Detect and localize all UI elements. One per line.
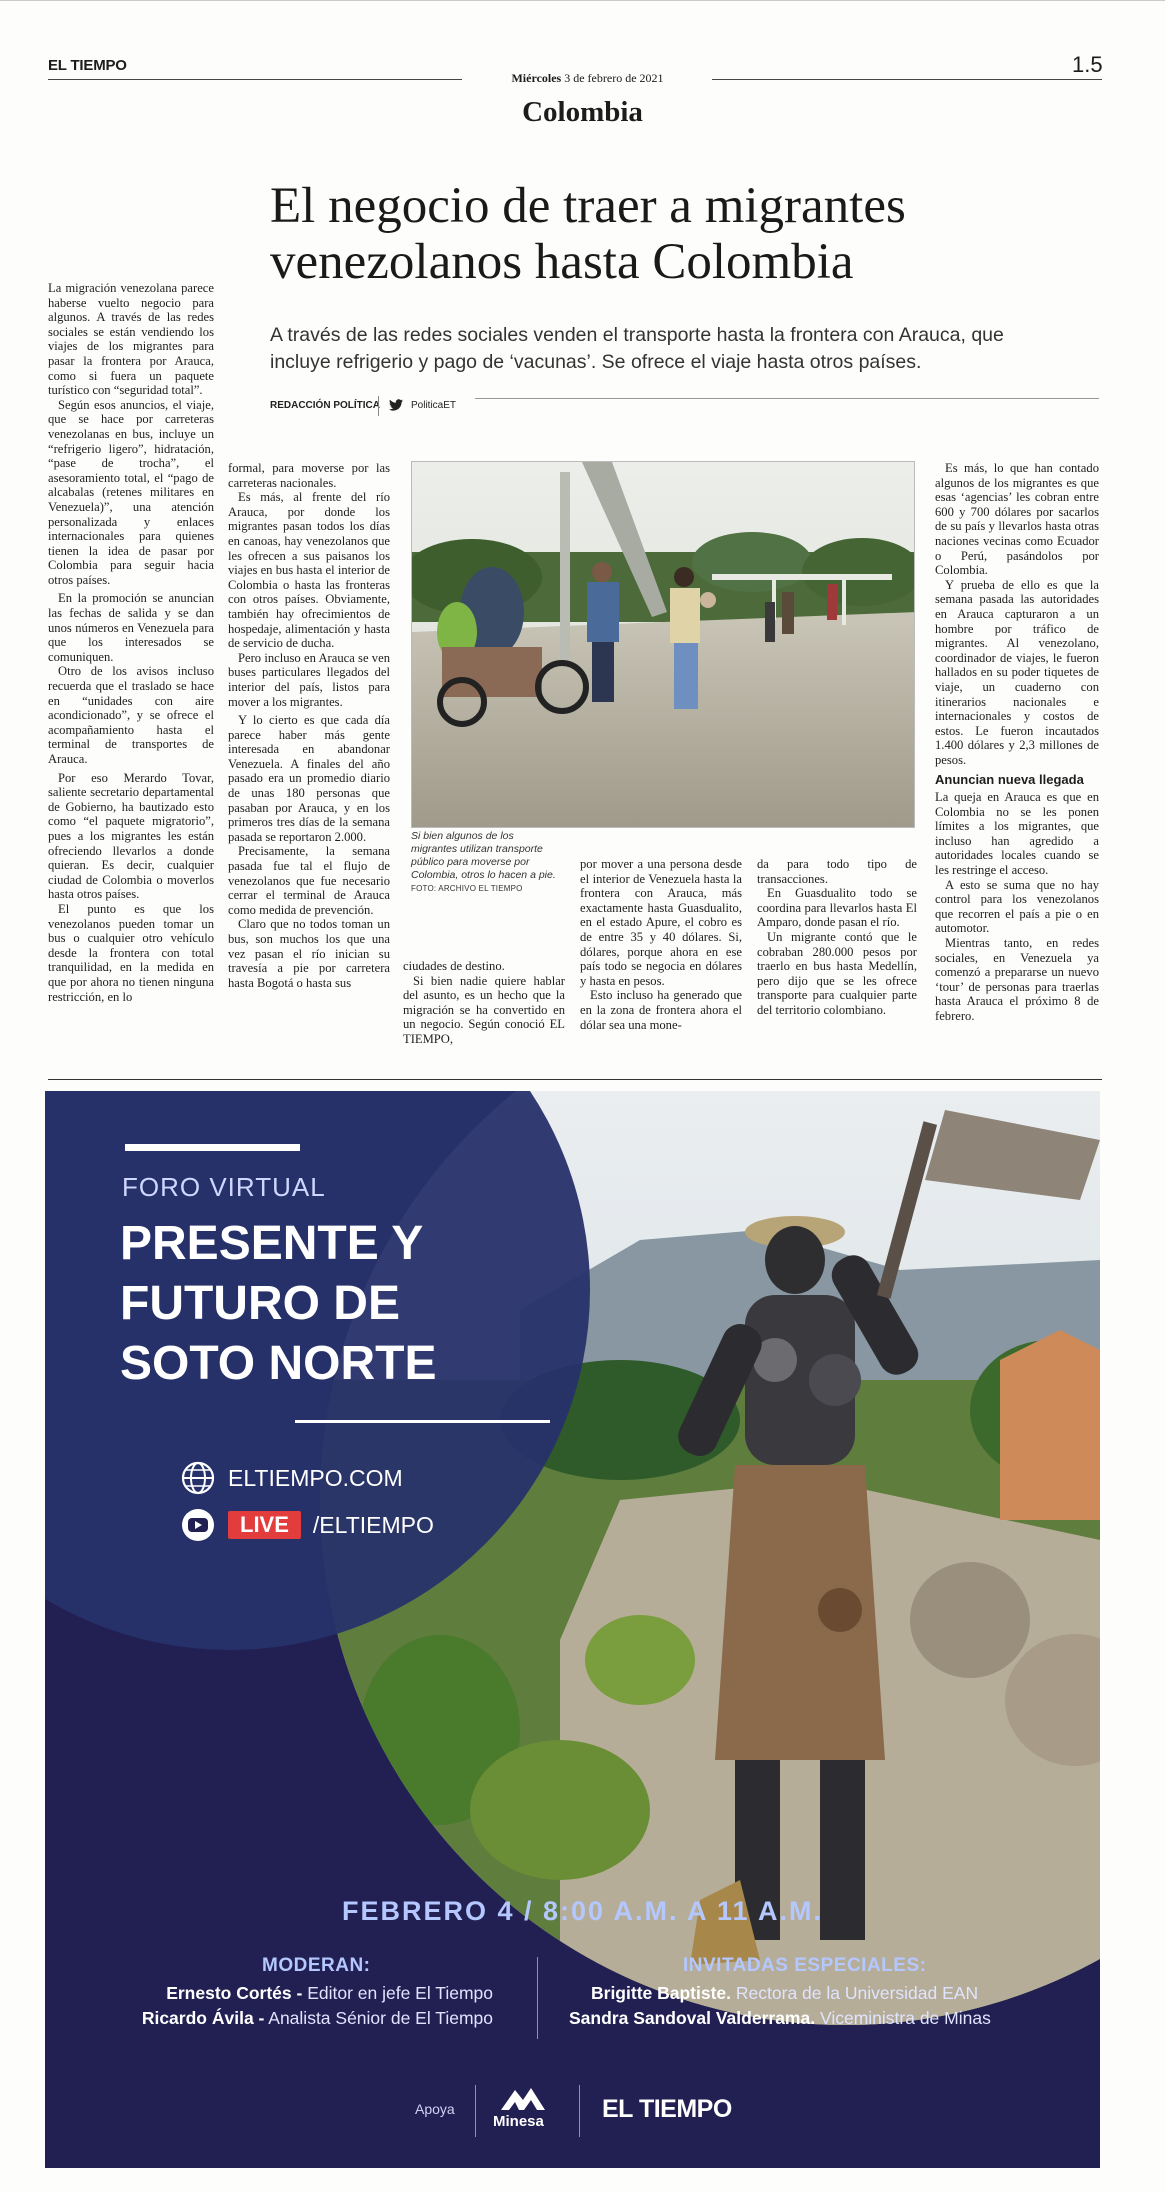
- guests-header: INVITADAS ESPECIALES:: [683, 1955, 927, 1976]
- guest-line: Sandra Sandoval Valderrama. Viceministra de Minas: [569, 2008, 991, 2028]
- youtube-icon: [180, 1507, 216, 1543]
- paragraph: Claro que no todos toman un bus, son muchos los que una vez pasan el río inician su travesía a pie por carretera hasta Bogotá o hasta sus: [228, 917, 390, 990]
- paragraph: Otro de los avisos incluso recuerda que el traslado se hace en “unidades con aire acondicionado”, y se ofrece el acompañamiento hasta el terminal de transportes de Arauca.: [48, 664, 214, 766]
- ad-website-link[interactable]: [180, 1460, 403, 1496]
- minesa-logo-icon: [497, 2084, 561, 2112]
- paragraph: En la promoción se anuncian las fechas de salida y se dan unos números en Venezuela para que los interesados se comuniquen.: [48, 591, 214, 664]
- live-badge: LIVE: [228, 1511, 301, 1539]
- page-number: 1.5: [1072, 52, 1103, 77]
- ad-kicker: FORO VIRTUAL: [122, 1172, 326, 1202]
- paragraph: Es más, lo que han contado algunos de los migrantes es que esas ‘agencias’ les cobran entre 600 y 700 dólares por sacarlos de su país y llevarlos hasta otras naciones vecinas como Ecuador o Perú, pasándolos por Colombia.: [935, 461, 1099, 578]
- moderator-line: Ernesto Cortés - Editor en jefe El Tiempo: [166, 1983, 493, 2003]
- paragraph: La queja en Arauca es que en Colombia no se les ponen límites a los migrantes, que incluso han agredido a autoridades locales cuando se les restringe el acceso.: [935, 790, 1099, 878]
- ad-accent-bar: [125, 1144, 300, 1151]
- ad-title-line: PRESENTE Y: [120, 1217, 424, 1270]
- ad-title-underline: [295, 1420, 550, 1423]
- paragraph: Precisamente, la semana pasada fue tal el flujo de venezolanos que fue necesario cerrar el terminal de Arauca como medida de prevención.: [228, 844, 390, 917]
- support-label: Apoya: [415, 2101, 455, 2117]
- paragraph: Según esos anuncios, el viaje, que se hace por carreteras venezolanas en bus, incluye un “refrigerio ligero”, hidratación, “pase de trocha”, el asesoramiento total, el “pago de alcabalas (retenes militares en Venezuela)”, una atención personalizada y enlaces internacionales para quienes tienen la idea de pasar por Colombia para seguir hacia otros países.: [48, 397, 214, 587]
- paragraph: ciudades de destino.: [403, 959, 505, 973]
- ad-brand: EL TIEMPO: [602, 2095, 732, 2123]
- ad-website-text: ELTIEMPO.COM: [228, 1464, 403, 1491]
- paragraph: Por eso Merardo Tovar, saliente secretario departamental de Gobierno, ha bautizado esto como “el paquete migratorio”, pues a los migrantes les están ofreciendo llevarlos a donde quieran. Es decir, cualquier ciudad de Colombia o moverlos hasta otros países.: [48, 770, 214, 902]
- ad-live-handle: /ELTIEMPO: [312, 1511, 434, 1538]
- ad-divider: [537, 1957, 538, 2039]
- ad-divider: [475, 2085, 476, 2137]
- paragraph: El punto es que los venezolanos pueden tomar un bus o cualquier otro vehículo desde la frontera con total tranquilidad, en la medida en que por ahora no tienen ninguna restricción, en lo: [48, 901, 214, 1004]
- ad-title: [120, 1214, 540, 1394]
- ad-event-date: FEBRERO 4 / 8:00 A.M. A 11 A.M.: [341, 1896, 824, 1926]
- paragraph: Si bien nadie quiere hablar del asunto, es un hecho que la migración se ha convertido en un negocio. Según conoció EL TIEMPO,: [403, 973, 565, 1046]
- ad-title-line: SOTO NORTE: [120, 1337, 437, 1390]
- paragraph: formal, para moverse por las carreteras nacionales.: [228, 461, 390, 490]
- paragraph: por mover a una persona desde el interior de Venezuela hasta la frontera con Arauca, más exactamente hasta Guasdualito, en el estado Apure, el cobro es de entre 35 y 40 dólares. Si, dólares, porque ahora en ese país todo se negocia en dólares y hasta en pesos.: [580, 857, 742, 988]
- photo-credit: FOTO: ARCHIVO EL TIEMPO: [411, 884, 523, 893]
- photo-caption: Si bien algunos de los migrantes utilizan transporte público para moverse por Colombia, otros lo hacen a pie. FOTO: ARCHIVO EL TIEMPO: [411, 830, 556, 893]
- paragraph: A esto se suma que no hay control para los venezolanos que recorren el país a pie o en automotor.: [935, 877, 1099, 936]
- article-subtitle: Anuncian nueva llegada: [935, 772, 1084, 788]
- masthead-date: Miércoles 3 de febrero de 2021: [511, 71, 664, 85]
- paragraph: da para todo tipo de transacciones.: [757, 857, 917, 886]
- ad-title-line: FUTURO DE: [120, 1277, 400, 1330]
- paragraph: Esto incluso ha generado que en la zona de frontera ahora el dólar sea una mone-: [580, 988, 742, 1032]
- moderators-header: MODERAN:: [262, 1955, 371, 1976]
- sponsor-name: Minesa: [493, 2113, 544, 2130]
- article-subhead: A través de las redes sociales venden el transporte hasta la frontera con Arauca, que incluye refrigerio y pago de ‘vacunas’. Se ofrece el viaje hasta otros países.: [270, 324, 1004, 373]
- byline: REDACCIÓN POLÍTICA: [270, 400, 380, 411]
- twitter-handle: PoliticaET: [411, 400, 457, 411]
- paragraph: Mientras tanto, en redes sociales, en Venezuela ya comenzó a prepararse un nuevo ‘tour’ de personas para traerlas hasta Arauca el próximo 8 de febrero.: [935, 936, 1099, 1023]
- masthead-brand: EL TIEMPO: [48, 57, 127, 74]
- paragraph: Un migrante contó que le cobraban 280.000 pesos por traerlo en bus hasta Medellín, pero dijo que se les ofrece transporte para cualquier parte del territorio colombiano.: [757, 929, 917, 1017]
- section-title: Colombia: [522, 96, 643, 128]
- paragraph: Es más, al frente del río Arauca, por donde los migrantes pasan todos los días en canoas, hay venezolanos que les ofrecen a sus paisanos los viajes en bus hasta el interior de Colombia o hasta las fronteras con otros países. Obviamente, también hay ofrecimientos de hospedaje, alimentación y hasta de servicio de ducha.: [228, 490, 390, 651]
- moderator-line: Ricardo Ávila - Analista Sénior de El Tiempo: [141, 2008, 493, 2028]
- paragraph: Pero incluso en Arauca se ven buses particulares llegados del interior del país, listos para mover a los migrantes.: [228, 650, 390, 709]
- ad-divider: [579, 2085, 580, 2137]
- guest-line: Brigitte Baptiste. Rectora de la Universidad EAN: [591, 1983, 979, 2003]
- ad-live-link[interactable]: [180, 1507, 434, 1543]
- paragraph: Y lo cierto es que cada día parece haber más gente interesada en abandonar Venezuela. A finales del año pasado era un promedio diario de unas 180 personas que pasaban por Arauca, y en los primeros tres días de la semana pasada se reportaron 2.000.: [228, 713, 390, 844]
- globe-icon: [180, 1460, 216, 1496]
- paragraph: Y prueba de ello es que la semana pasada las autoridades en Arauca capturaron a un hombre por tráfico de migrantes. Al venezolano, coordinador de viajes, le fueron hallados en su poder tiquetes de viaje, un cuaderno con itinerarios nacionales e internacionales y costos de estos. Le fueron incautados 1.400 dólares y 2,3 millones de pesos.: [935, 577, 1099, 767]
- article-headline: El negocio de traer a migrantes venezolanos hasta Colombia: [270, 178, 906, 290]
- paragraph: En Guasdualito todo se coordina para llevarlos hasta El Amparo, donde pasan el río.: [757, 886, 917, 930]
- paragraph: La migración venezolana parece haberse vuelto negocio para algunos. A través de las redes sociales se están vendiendo los viajes de los migrantes para pasar la frontera por Arauca, como si fuera un paquete turístico con “seguridad total”.: [48, 281, 214, 398]
